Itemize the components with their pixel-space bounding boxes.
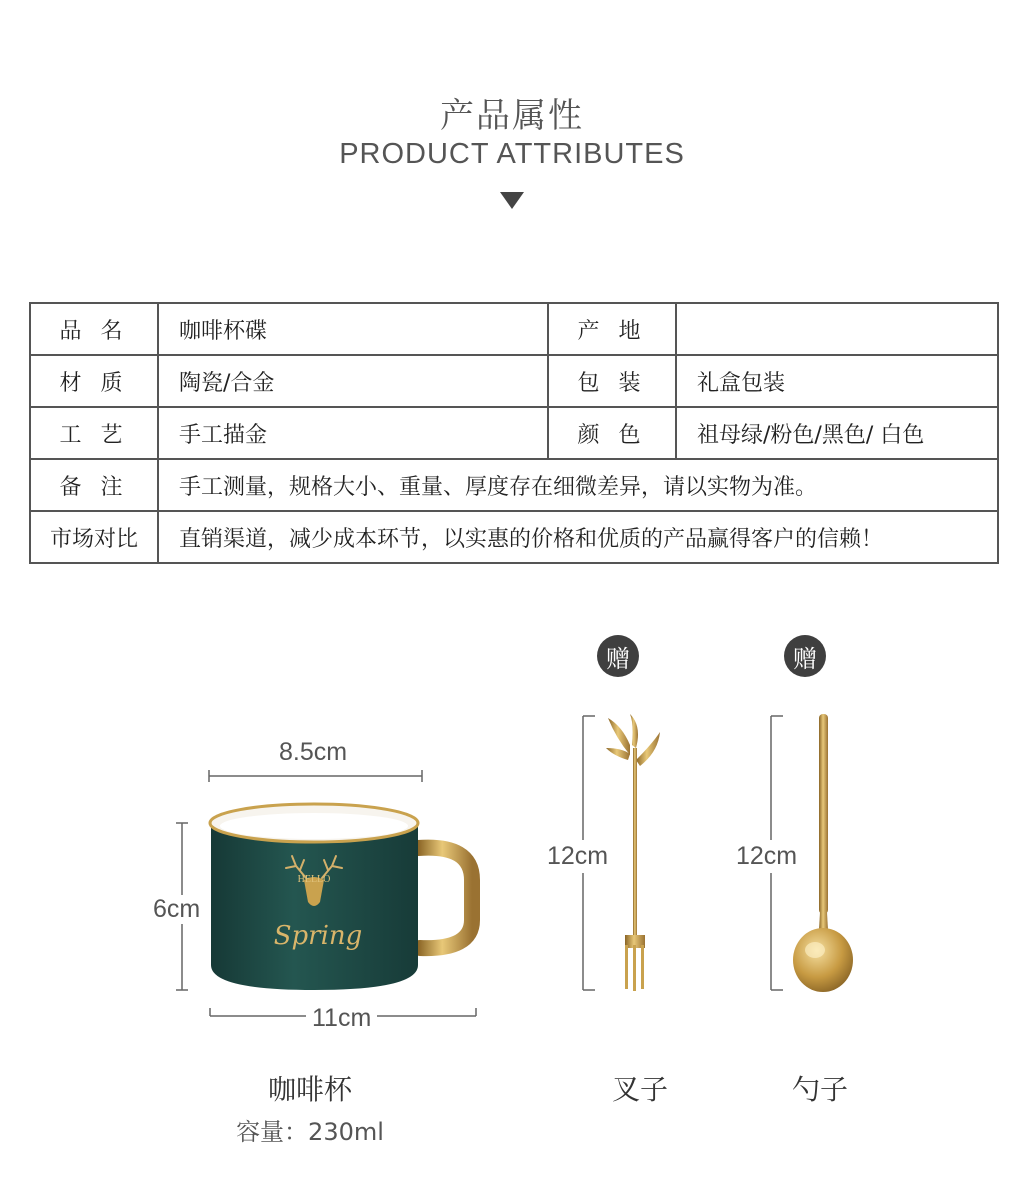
attr-value: 陶瓷/合金 xyxy=(158,355,548,407)
attr-label: 颜 色 xyxy=(548,407,676,459)
attr-value: 手工测量，规格大小、重量、厚度存在细微差异，请以实物为准。 xyxy=(158,459,998,511)
fork-image xyxy=(606,714,660,991)
coffee-cup-image xyxy=(210,804,472,990)
attr-label: 产 地 xyxy=(548,303,676,355)
gift-badge: 赠 xyxy=(784,635,826,677)
gift-badge: 赠 xyxy=(597,635,639,677)
attr-label: 工 艺 xyxy=(30,407,158,459)
attr-value: 礼盒包装 xyxy=(676,355,998,407)
cup-capacity: 容量：230ml xyxy=(236,1118,384,1146)
attr-value: 直销渠道，减少成本环节，以实惠的价格和优质的产品赢得客户的信赖！ xyxy=(158,511,998,563)
cup-name: 咖啡杯 xyxy=(267,1073,352,1106)
attr-label: 材 质 xyxy=(30,355,158,407)
cup-decal-text: HELLO xyxy=(297,874,331,885)
attr-label: 品 名 xyxy=(30,303,158,355)
cup-decal-script: Spring xyxy=(273,921,363,951)
attr-label: 备 注 xyxy=(30,459,158,511)
cup-width-dimension xyxy=(209,770,422,782)
attr-value: 手工描金 xyxy=(158,407,548,459)
cup-width-label: 8.5cm xyxy=(279,738,348,766)
fork-name: 叉子 xyxy=(611,1073,668,1106)
section-title-en: PRODUCT ATTRIBUTES xyxy=(339,138,685,170)
attr-value: 咖啡杯碟 xyxy=(158,303,548,355)
spoon-image xyxy=(793,714,853,992)
attr-label: 包 装 xyxy=(548,355,676,407)
fork-length-label: 12cm xyxy=(547,840,608,873)
spoon-length-label: 12cm xyxy=(736,840,797,873)
section-title-cn: 产品属性 xyxy=(440,96,584,136)
attr-label: 市场对比 xyxy=(30,511,158,563)
attr-value: 祖母绿/粉色/黑色/ 白色 xyxy=(676,407,998,459)
cup-base-label: 11cm xyxy=(306,1004,377,1033)
cup-height-label: 6cm xyxy=(153,895,201,923)
spoon-name: 勺子 xyxy=(791,1073,848,1106)
